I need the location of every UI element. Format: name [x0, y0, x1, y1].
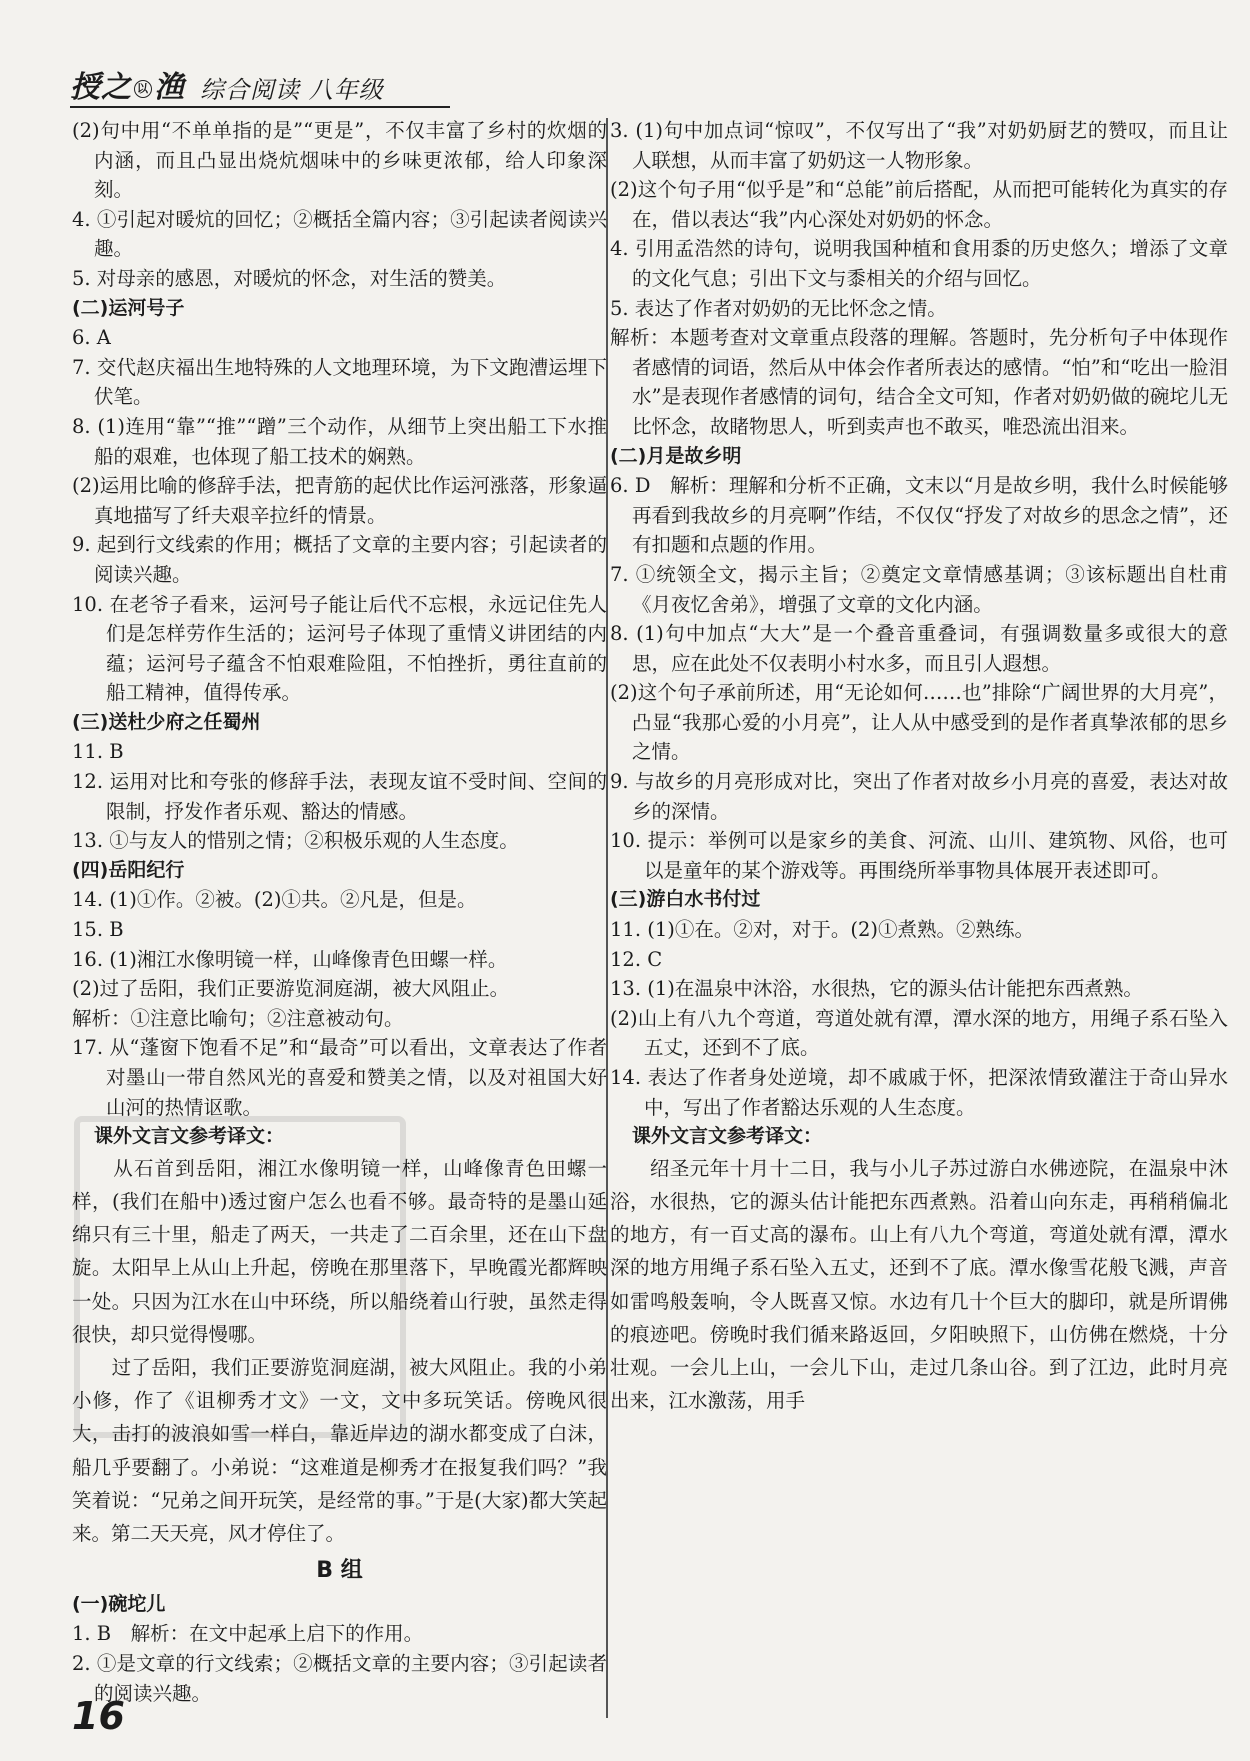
group-heading: B 组: [316, 1558, 363, 1584]
answer-item: 9. 与故乡的月亮形成对比，突出了作者对故乡小月亮的喜爱，表达对故乡的深情。: [610, 770, 1228, 823]
section-heading: (二)运河号子: [72, 296, 185, 319]
answer-item: 6. A: [72, 326, 111, 350]
brand-logo: [70, 62, 185, 106]
answer-item: 16. (1)湘江水像明镜一样，山峰像青色田螺一样。: [72, 947, 508, 971]
answer-item: 8. (1)连用“靠”“推”“蹭”三个动作，从细节上突出船工下水推船的艰难，也体现了船工技术的娴熟。: [72, 414, 607, 468]
answer-item: 14. 表达了作者身处逆境，却不戚戚于怀，把深浓情致灌注于奇山异水中，写出了作者豁达乐观的人生态度。: [610, 1066, 1228, 1119]
section-heading: (三)送杜少府之任蜀州: [72, 710, 261, 733]
answer-item: 14. (1)①作。②被。(2)①共。②凡是，但是。: [72, 888, 477, 912]
answer-item: 12. C: [610, 947, 663, 971]
page-number: 16: [72, 1694, 125, 1738]
answer-item: 6. D 解析：理解和分析不正确，文末以“月是故乡明，我什么时候能够再看到我故乡的月亮啊”作结，不仅仅“抒发了对故乡的思念之情”，还有扣题和点题的作用。: [610, 474, 1228, 557]
answer-item: 12. 运用对比和夸张的修辞手法，表现友谊不受时间、空间的限制，抒发作者乐观、豁达的情感。: [72, 770, 607, 823]
section-heading: (三)游白水书付过: [610, 888, 761, 911]
translation-label: 课外文言文参考译文：: [632, 1125, 823, 1148]
logo-text-left: 授之: [70, 70, 132, 105]
answer-item: 11. (1)①在。②对，对于。(2)①煮熟。②熟练。: [610, 918, 1034, 942]
translation-paragraph: 从石首到岳阳，湘江水像明镜一样，山峰像青色田螺一样，(我们在船中)透过窗户怎么也看不够。最奇特的是墨山延绵只有三十里，船走了两天，一共走了二百余里，还在山下盘旋。太阳早上从山上升起，傍晚在那里落下，早晚霞光都辉映一处。只因为江水在山中环绕，所以船绕着山行驶，虽然走得很快，却只觉得慢哪。: [72, 1156, 607, 1346]
answer-item: 13. ①与友人的惜别之情；②积极乐观的人生态度。: [72, 829, 519, 853]
answer-item: 10. 提示：举例可以是家乡的美食、河流、山川、建筑物、风俗，也可以是童年的某个游戏等。再围绕所举事物具体展开表述即可。: [610, 829, 1228, 882]
answer-item: 8. (1)句中加点“大大”是一个叠音重叠词，有强调数量多或很大的意思，应在此处不仅表明小村水多，而且引人遐想。: [610, 622, 1228, 675]
answer-item: 2. ①是文章的行文线索；②概括文章的主要内容；③引起读者的阅读兴趣。: [72, 1652, 607, 1705]
translation-paragraph: 绍圣元年十月十二日，我与小儿子苏过游白水佛迹院，在温泉中沐浴，水很热，它的源头估计能把东西煮熟。沿着山向东走，再稍稍偏北的地方，有一百丈高的瀑布。山上有八九个弯道，弯道处就有潭，潭水深的地方用绳子系石坠入五丈，还到不了底。潭水像雪花般飞溅，声音如雷鸣般轰响，令人既喜又惊。水边有几十个巨大的脚印，就是所谓佛的痕迹吧。傍晚时我们循来路返回，夕阳映照下，山仿佛在燃烧，十分壮观。一会儿上山，一会儿下山，走过几条山谷。到了江边，此时月亮出来，江水激荡，用手: [610, 1156, 1228, 1413]
right-column: [610, 116, 1228, 1417]
answer-item: 10. 在老爷子看来，运河号子能让后代不忘根，永远记住先人们是怎样劳作生活的；运河号子体现了重情义讲团结的内蕴；运河号子蕴含不怕艰难险阻，不怕挫折，勇往直前的船工精神，值得传承。: [72, 592, 607, 705]
logo-text-right: 渔: [154, 70, 185, 105]
section-heading: (一)碗坨儿: [72, 1592, 166, 1615]
answer-item: 4. ①引起对暖炕的回忆；②概括全篇内容；③引起读者阅读兴趣。: [72, 207, 607, 261]
answer-item: 15. B: [72, 918, 124, 942]
answer-item: 13. (1)在温泉中沐浴，水很热，它的源头估计能把东西煮熟。: [610, 977, 1143, 1001]
answer-item: (2)这个句子用“似乎是”和“总能”前后搭配，从而把可能转化为真实的存在，借以表达“我”内心深处对奶奶的怀念。: [610, 178, 1228, 231]
answer-item: (2)这个句子承前所述，用“无论如何……也”排除“广阔世界的大月亮”，凸显“我那心爱的小月亮”，让人从中感受到的是作者真挚浓郁的思乡之情。: [610, 681, 1228, 764]
answer-item: 1. B 解析：在文中起承上启下的作用。: [72, 1622, 424, 1646]
answer-item: (2)运用比喻的修辞手法，把青筋的起伏比作运河涨落，形象逼真地描写了纤夫艰辛拉纤的情景。: [72, 474, 607, 527]
answer-item: 4. 引用孟浩然的诗句，说明我国种植和食用黍的历史悠久；增添了文章的文化气息；引出下文与黍相关的介绍与回忆。: [610, 237, 1228, 290]
section-heading: (四)岳阳纪行: [72, 858, 185, 881]
answer-item: 17. 从“蓬窗下饱看不足”和“最奇”可以看出，文章表达了作者对墨山一带自然风光的喜爱和赞美之情，以及对祖国大好山河的热情讴歌。: [72, 1036, 607, 1119]
page-header: [70, 60, 1240, 114]
translation-paragraph: 过了岳阳，我们正要游览洞庭湖，被大风阻止。我的小弟小修，作了《诅柳秀才文》一文，文中多玩笑话。傍晚风很大，击打的波浪如雪一样白，靠近岸边的湖水都变成了白沫，船几乎要翻了。小弟说：“这难道是柳秀才在报复我们吗？”我笑着说：“兄弟之间开玩笑，是经常的事。”于是(大家)都大笑起来。第二天天亮，风才停住了。: [72, 1356, 607, 1546]
answer-item: 5. 表达了作者对奶奶的无比怀念之情。: [610, 296, 947, 320]
answer-item: 9. 起到行文线索的作用；概括了文章的主要内容；引起读者的阅读兴趣。: [72, 533, 607, 586]
answer-item: (2)过了岳阳，我们正要游览洞庭湖，被大风阻止。: [72, 977, 510, 1001]
book-subtitle: 综合阅读 八年级: [200, 76, 384, 104]
answer-item: 5. 对母亲的感恩，对暖炕的怀念，对生活的赞美。: [72, 266, 507, 290]
answer-item: 7. ①统领全文，揭示主旨；②奠定文章情感基调；③该标题出自杜甫《月夜忆舍弟》，增强了文章的文化内涵。: [610, 562, 1228, 616]
answer-item: (2)句中用“不单单指的是”“更是”，不仅丰富了乡村的炊烟的内涵，而且凸显出烧炕烟味中的乡味更浓郁，给人印象深刻。: [72, 119, 607, 202]
answer-item: 3. (1)句中加点词“惊叹”，不仅写出了“我”对奶奶厨艺的赞叹，而且让人联想，从而丰富了奶奶这一人物形象。: [610, 119, 1228, 172]
translation-label: 课外文言文参考译文：: [94, 1125, 285, 1148]
answer-item: (2)山上有八九个弯道，弯道处就有潭，潭水深的地方，用绳子系石坠入五丈，还到不了底。: [610, 1006, 1228, 1060]
left-column: [72, 116, 607, 1708]
answer-item: 解析：本题考查对文章重点段落的理解。答题时，先分析句子中体现作者感情的词语，然后从中体会作者所表达的感情。“怕”和“吃出一脸泪水”是表现作者感情的词句，结合全文可知，作者对奶奶做的碗坨儿无比怀念，故睹物思人，听到卖声也不敢买，唯恐流出泪来。: [610, 326, 1228, 438]
section-heading: (二)月是故乡明: [610, 444, 742, 467]
answer-item: 解析：①注意比喻句；②注意被动句。: [72, 1006, 404, 1030]
logo-text-mid: 以: [134, 80, 152, 98]
answer-item: 11. B: [72, 740, 124, 764]
header-rule: [70, 106, 450, 108]
answer-item: 7. 交代赵庆福出生地特殊的人文地理环境，为下文跑漕运埋下伏笔。: [72, 355, 607, 409]
